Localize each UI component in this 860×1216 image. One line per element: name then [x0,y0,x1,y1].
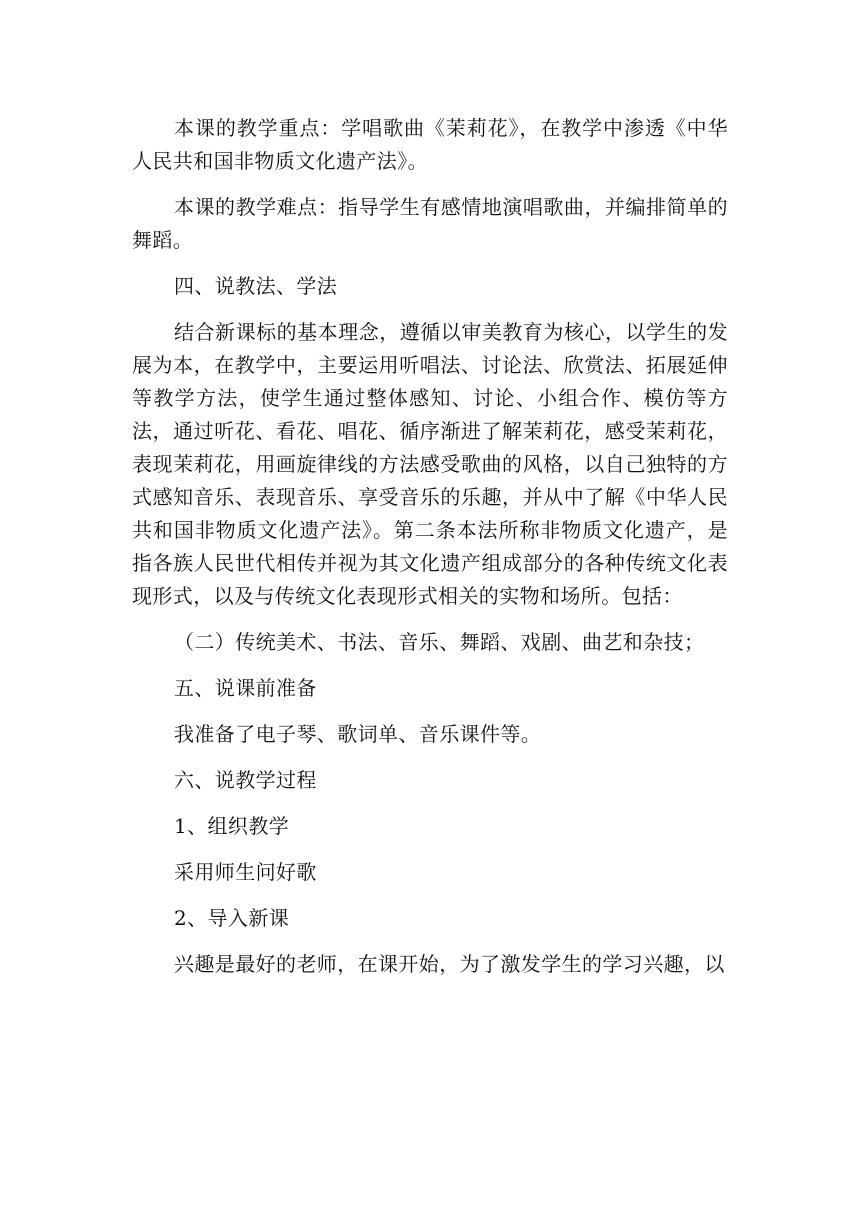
section-heading-methods: 四、说教法、学法 [174,274,338,298]
document-body [132,112,728,994]
subheading-organize-teaching: 1、组织教学 [174,814,290,838]
paragraph-greeting-song: 采用师生问好歌 [174,860,317,884]
subheading-introduce-lesson: 2、导入新课 [174,906,290,930]
paragraph-methods-body: 结合新课标的基本理念，遵循以审美教育为核心，以学生的发展为本，在教学中，主要运用听唱法、讨论法、欣赏法、拓展延伸等教学方法，使学生通过整体感知、讨论、小组合作、模仿等方法，通过听花、看花、唱花、循序渐进了解茉莉花，感受茉莉花，表现茉莉花，用画旋律线的方法感受歌曲的风格，以自己独特的方式感知音乐、表现音乐、享受音乐的乐趣，并从中了解《中华人民共和国非物质文化遗产法》。第二条本法所称非物质文化遗产，是指各族人民世代相传并视为其文化遗产组成部分的各种传统文化表现形式，以及与传统文化表现形式相关的实物和场所。包括： [132,320,728,608]
paragraph-list-item-2: （二）传统美术、书法、音乐、舞蹈、戏剧、曲艺和杂技； [174,630,705,654]
section-heading-process: 六、说教学过程 [174,768,317,792]
paragraph-preparation-body: 我准备了电子琴、歌词单、音乐课件等。 [174,722,542,746]
paragraph-introduction-body: 兴趣是最好的老师，在课开始，为了激发学生的学习兴趣，以 [174,952,725,976]
paragraph-teaching-focus: 本课的教学重点：学唱歌曲《茉莉花》，在教学中渗透《中华人民共和国非物质文化遗产法》。 [132,116,728,173]
section-heading-preparation: 五、说课前准备 [174,676,317,700]
paragraph-teaching-difficulty: 本课的教学难点：指导学生有感情地演唱歌曲，并编排简单的舞蹈。 [132,195,728,252]
